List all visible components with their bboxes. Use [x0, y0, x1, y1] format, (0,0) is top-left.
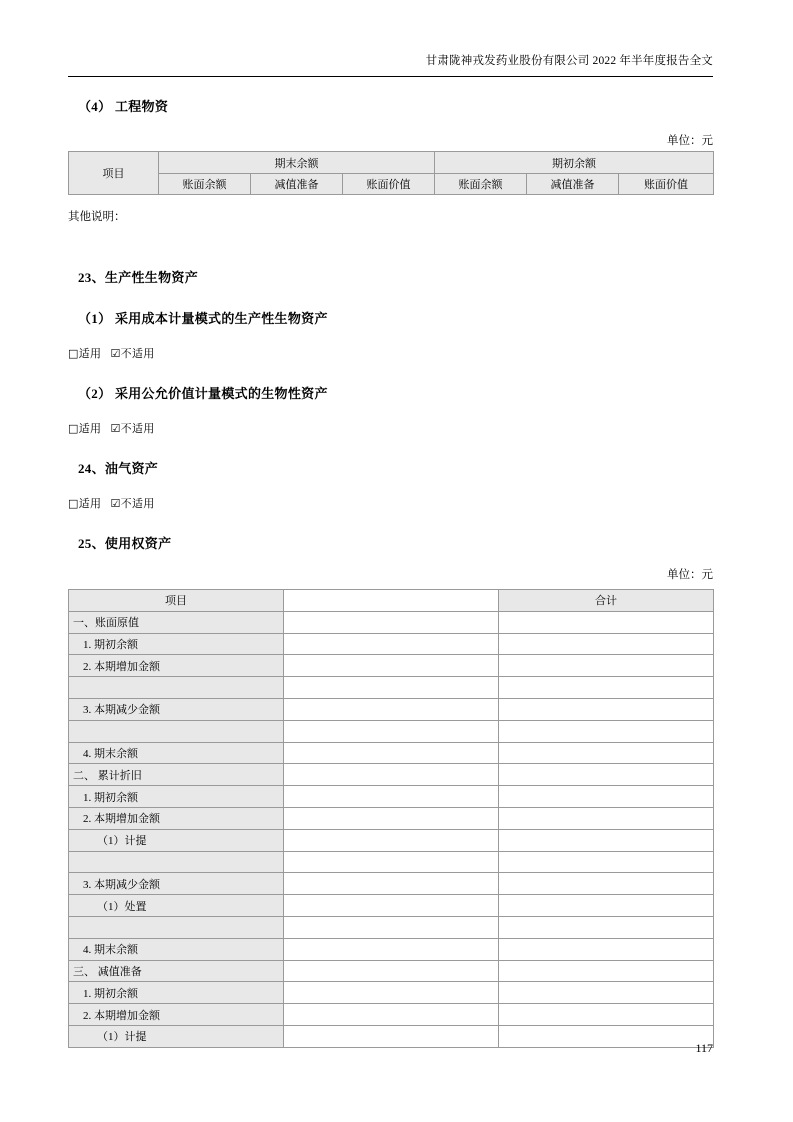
- table-row: [69, 982, 714, 1004]
- row-value-blank[interactable]: [284, 851, 499, 873]
- applicability-24: [68, 495, 155, 511]
- row-value-total[interactable]: [499, 786, 714, 808]
- col-header-sub-5: 账面价值: [619, 174, 714, 195]
- applicability-23-1: [68, 345, 155, 361]
- row-value-total[interactable]: [499, 742, 714, 764]
- table-row: [69, 873, 714, 895]
- row-value-total[interactable]: [499, 807, 714, 829]
- section-title-engineering-materials: （4） 工程物资: [78, 99, 169, 114]
- unit-label-engineering-materials: 单位：元: [667, 135, 713, 147]
- row-value-blank[interactable]: [284, 655, 499, 677]
- row-value-total[interactable]: [499, 1004, 714, 1026]
- row-value-blank[interactable]: [284, 873, 499, 895]
- row-value-total[interactable]: [499, 829, 714, 851]
- col-header-ending-balance: 期末余额: [159, 152, 435, 174]
- row-label: 2. 本期增加金额: [69, 1004, 284, 1026]
- row-label: 二、 累计折旧: [69, 764, 284, 786]
- other-note-label: 其他说明：: [68, 211, 126, 223]
- row-value-total[interactable]: [499, 851, 714, 873]
- row-value-total[interactable]: [499, 982, 714, 1004]
- section-title-24: 24、油气资产: [78, 461, 159, 476]
- row-value-blank[interactable]: [284, 786, 499, 808]
- row-label: 4. 期末余额: [69, 742, 284, 764]
- checkbox-applicable-23-1[interactable]: □适用: [68, 347, 102, 360]
- col-header-sub-1: 减值准备: [251, 174, 343, 195]
- row-value-blank[interactable]: [284, 1004, 499, 1026]
- table-row: [69, 764, 714, 786]
- table-row: [69, 916, 714, 938]
- row-value-blank[interactable]: [284, 698, 499, 720]
- row-value-total[interactable]: [499, 677, 714, 699]
- row-value-total[interactable]: [499, 938, 714, 960]
- col-header-item: 项目: [69, 590, 284, 612]
- section-title-25: 25、使用权资产: [78, 536, 172, 551]
- section-title-23-2: （2） 采用公允价值计量模式的生物性资产: [78, 386, 328, 401]
- col-header-sub-0: 账面余额: [159, 174, 251, 195]
- page-number: 117: [695, 1041, 713, 1055]
- table-body: [69, 590, 714, 1048]
- col-header-beginning-balance: 期初余额: [435, 152, 714, 174]
- row-label: [69, 677, 284, 699]
- row-value-blank[interactable]: [284, 633, 499, 655]
- table-row: [69, 807, 714, 829]
- row-value-blank[interactable]: [284, 764, 499, 786]
- checkbox-not-applicable-23-1[interactable]: ☑不适用: [110, 347, 155, 360]
- checkbox-not-applicable-24[interactable]: ☑不适用: [110, 497, 155, 510]
- row-value-total[interactable]: [499, 895, 714, 917]
- table-row: [69, 895, 714, 917]
- row-label: 一、账面原值: [69, 611, 284, 633]
- row-value-total[interactable]: [499, 633, 714, 655]
- row-value-blank[interactable]: [284, 611, 499, 633]
- row-value-blank[interactable]: [284, 677, 499, 699]
- table-row: [69, 960, 714, 982]
- table-row: [69, 655, 714, 677]
- row-value-blank[interactable]: [284, 916, 499, 938]
- table-row: [69, 633, 714, 655]
- col-header-sub-4: 减值准备: [527, 174, 619, 195]
- table-row: [69, 677, 714, 699]
- section-title-23-1: （1） 采用成本计量模式的生产性生物资产: [78, 311, 328, 326]
- col-header-total: 合计: [499, 590, 714, 612]
- table-right-of-use-assets: [68, 589, 714, 1048]
- checkbox-applicable-23-2[interactable]: □适用: [68, 422, 102, 435]
- row-value-blank[interactable]: [284, 895, 499, 917]
- table-row: [69, 786, 714, 808]
- row-value-total[interactable]: [499, 764, 714, 786]
- row-value-blank[interactable]: [284, 982, 499, 1004]
- row-label: 1. 期初余额: [69, 633, 284, 655]
- table-row: [69, 720, 714, 742]
- table-header-row: [69, 590, 714, 612]
- row-value-total[interactable]: [499, 916, 714, 938]
- table-row: [69, 742, 714, 764]
- table-row: [69, 1004, 714, 1026]
- table-row: [69, 611, 714, 633]
- row-label: 3. 本期减少金额: [69, 698, 284, 720]
- row-value-blank[interactable]: [284, 742, 499, 764]
- table-engineering-materials: [68, 151, 714, 195]
- row-value-blank[interactable]: [284, 807, 499, 829]
- row-value-total[interactable]: [499, 960, 714, 982]
- row-value-blank[interactable]: [284, 960, 499, 982]
- row-value-blank[interactable]: [284, 938, 499, 960]
- table-row: [69, 938, 714, 960]
- row-label: 3. 本期减少金额: [69, 873, 284, 895]
- running-header: 甘肃陇神戎发药业股份有限公司 2022 年半年度报告全文: [425, 55, 713, 67]
- row-label: 三、 减值准备: [69, 960, 284, 982]
- table-row: [69, 829, 714, 851]
- checkbox-not-applicable-23-2[interactable]: ☑不适用: [110, 422, 155, 435]
- row-label: 2. 本期增加金额: [69, 655, 284, 677]
- row-label: 1. 期初余额: [69, 982, 284, 1004]
- unit-label-right-of-use: 单位：元: [667, 569, 713, 581]
- table-row: [69, 1025, 714, 1047]
- row-label: [69, 851, 284, 873]
- table-row: [69, 698, 714, 720]
- row-label: [69, 916, 284, 938]
- row-label: 2. 本期增加金额: [69, 807, 284, 829]
- row-label: 1. 期初余额: [69, 786, 284, 808]
- row-label: （1）计提: [69, 829, 284, 851]
- row-label: （1）计提: [69, 1025, 284, 1047]
- row-value-blank[interactable]: [284, 829, 499, 851]
- row-value-total[interactable]: [499, 720, 714, 742]
- col-header-sub-3: 账面余额: [435, 174, 527, 195]
- section-title-23: 23、生产性生物资产: [78, 270, 198, 285]
- row-value-total[interactable]: [499, 611, 714, 633]
- row-value-total[interactable]: [499, 698, 714, 720]
- row-label: [69, 720, 284, 742]
- checkbox-applicable-24[interactable]: □适用: [68, 497, 102, 510]
- applicability-23-2: [68, 420, 155, 436]
- table-row: [69, 851, 714, 873]
- col-header-item: 项目: [69, 152, 159, 195]
- col-header-sub-2: 账面价值: [343, 174, 435, 195]
- col-header-blank: [284, 590, 499, 612]
- row-label: 4. 期末余额: [69, 938, 284, 960]
- row-value-total[interactable]: [499, 873, 714, 895]
- row-value-total[interactable]: [499, 1025, 714, 1047]
- row-value-blank[interactable]: [284, 1025, 499, 1047]
- row-label: （1）处置: [69, 895, 284, 917]
- header-divider: [68, 76, 713, 77]
- row-value-total[interactable]: [499, 655, 714, 677]
- row-value-blank[interactable]: [284, 720, 499, 742]
